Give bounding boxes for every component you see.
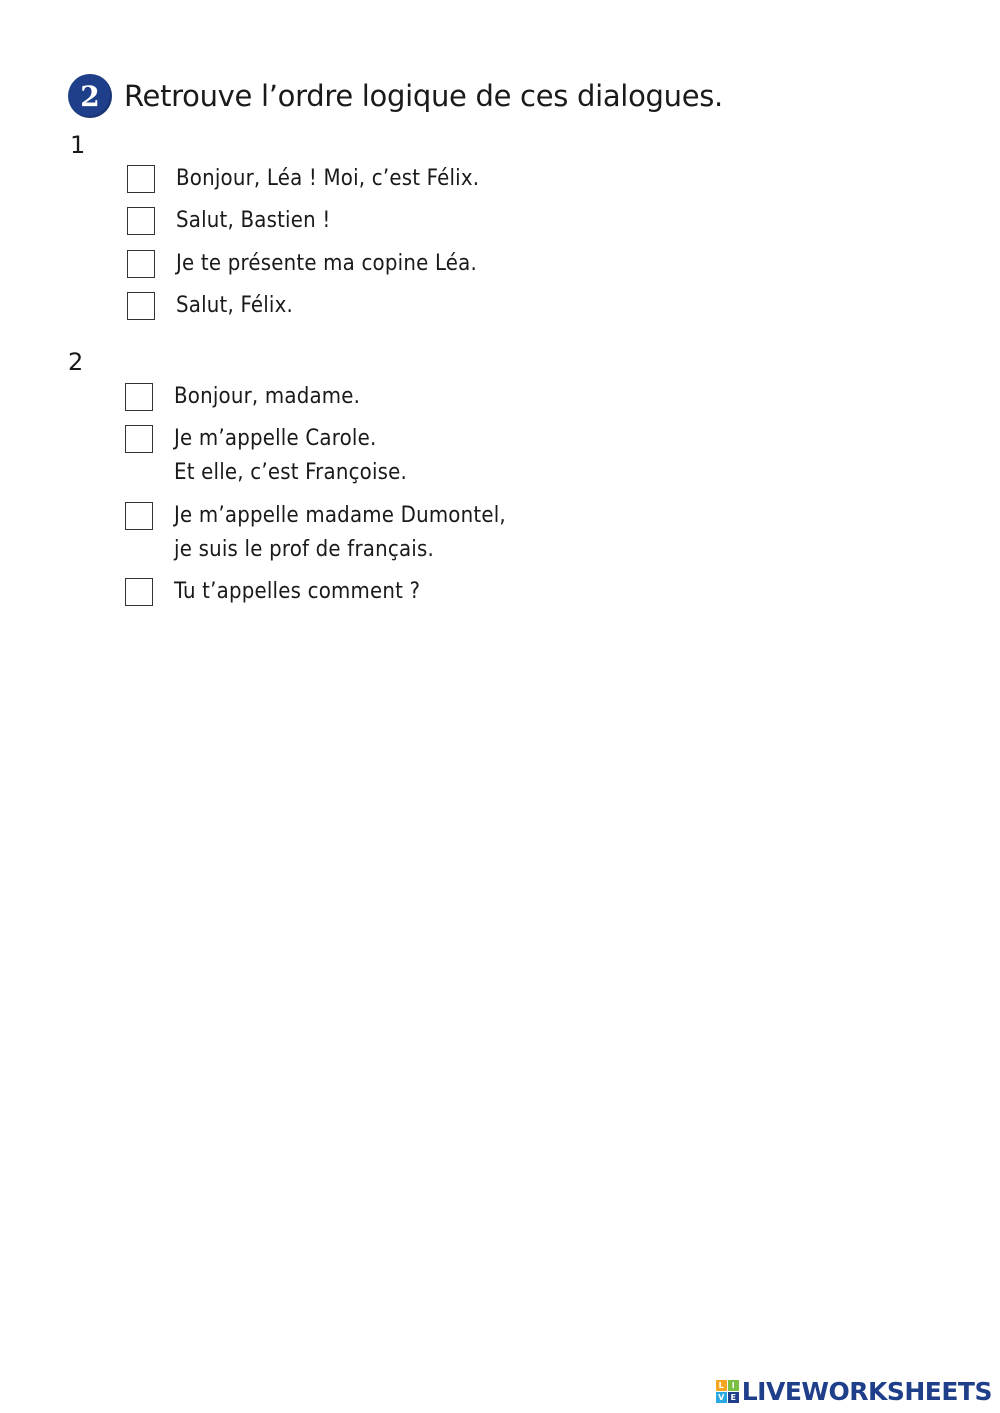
dialogue-line: Je m’appelle Carole. Et elle, c’est Françoise. xyxy=(174,426,408,485)
order-checkbox[interactable] xyxy=(127,292,155,320)
order-checkbox[interactable] xyxy=(127,250,155,278)
logo-mark-icon xyxy=(716,1380,739,1403)
dialogue-1-item-3 xyxy=(127,250,477,281)
dialogue-line: Salut, Bastien ! xyxy=(176,208,331,233)
order-checkbox[interactable] xyxy=(127,207,155,235)
exercise-instruction: Retrouve l’ordre logique de ces dialogues. xyxy=(124,79,723,113)
logo-mark-cell: V xyxy=(716,1392,727,1403)
dialogue-2-number: 2 xyxy=(68,348,84,376)
dialogue-1-item-4 xyxy=(127,292,293,323)
dialogue-line: Je te présente ma copine Léa. xyxy=(176,251,477,276)
dialogue-2-item-2 xyxy=(125,425,407,490)
dialogue-line: Tu t’appelles comment ? xyxy=(174,579,421,604)
liveworksheets-logo xyxy=(716,1377,992,1406)
logo-wordmark: LIVEWORKSHEETS xyxy=(741,1377,992,1406)
dialogue-2-item-4 xyxy=(125,578,420,609)
dialogue-1-number: 1 xyxy=(70,131,86,159)
order-checkbox[interactable] xyxy=(125,502,153,530)
logo-mark-cell: E xyxy=(728,1392,739,1403)
dialogue-2-item-3 xyxy=(125,502,506,567)
order-checkbox[interactable] xyxy=(127,165,155,193)
dialogue-line: Bonjour, Léa ! Moi, c’est Félix. xyxy=(176,166,480,191)
dialogue-1-item-2 xyxy=(127,207,330,238)
dialogue-line: Je m’appelle madame Dumontel, je suis le prof de français. xyxy=(174,503,506,562)
logo-mark-cell: I xyxy=(728,1380,739,1391)
exercise-number-badge: 2 xyxy=(68,74,112,118)
order-checkbox[interactable] xyxy=(125,578,153,606)
logo-mark-cell: L xyxy=(716,1380,727,1391)
exercise-header xyxy=(68,74,723,118)
dialogue-1-item-1 xyxy=(127,165,479,196)
order-checkbox[interactable] xyxy=(125,383,153,411)
dialogue-line: Salut, Félix. xyxy=(176,293,294,318)
dialogue-2-item-1 xyxy=(125,383,360,414)
order-checkbox[interactable] xyxy=(125,425,153,453)
dialogue-line: Bonjour, madame. xyxy=(174,384,361,409)
